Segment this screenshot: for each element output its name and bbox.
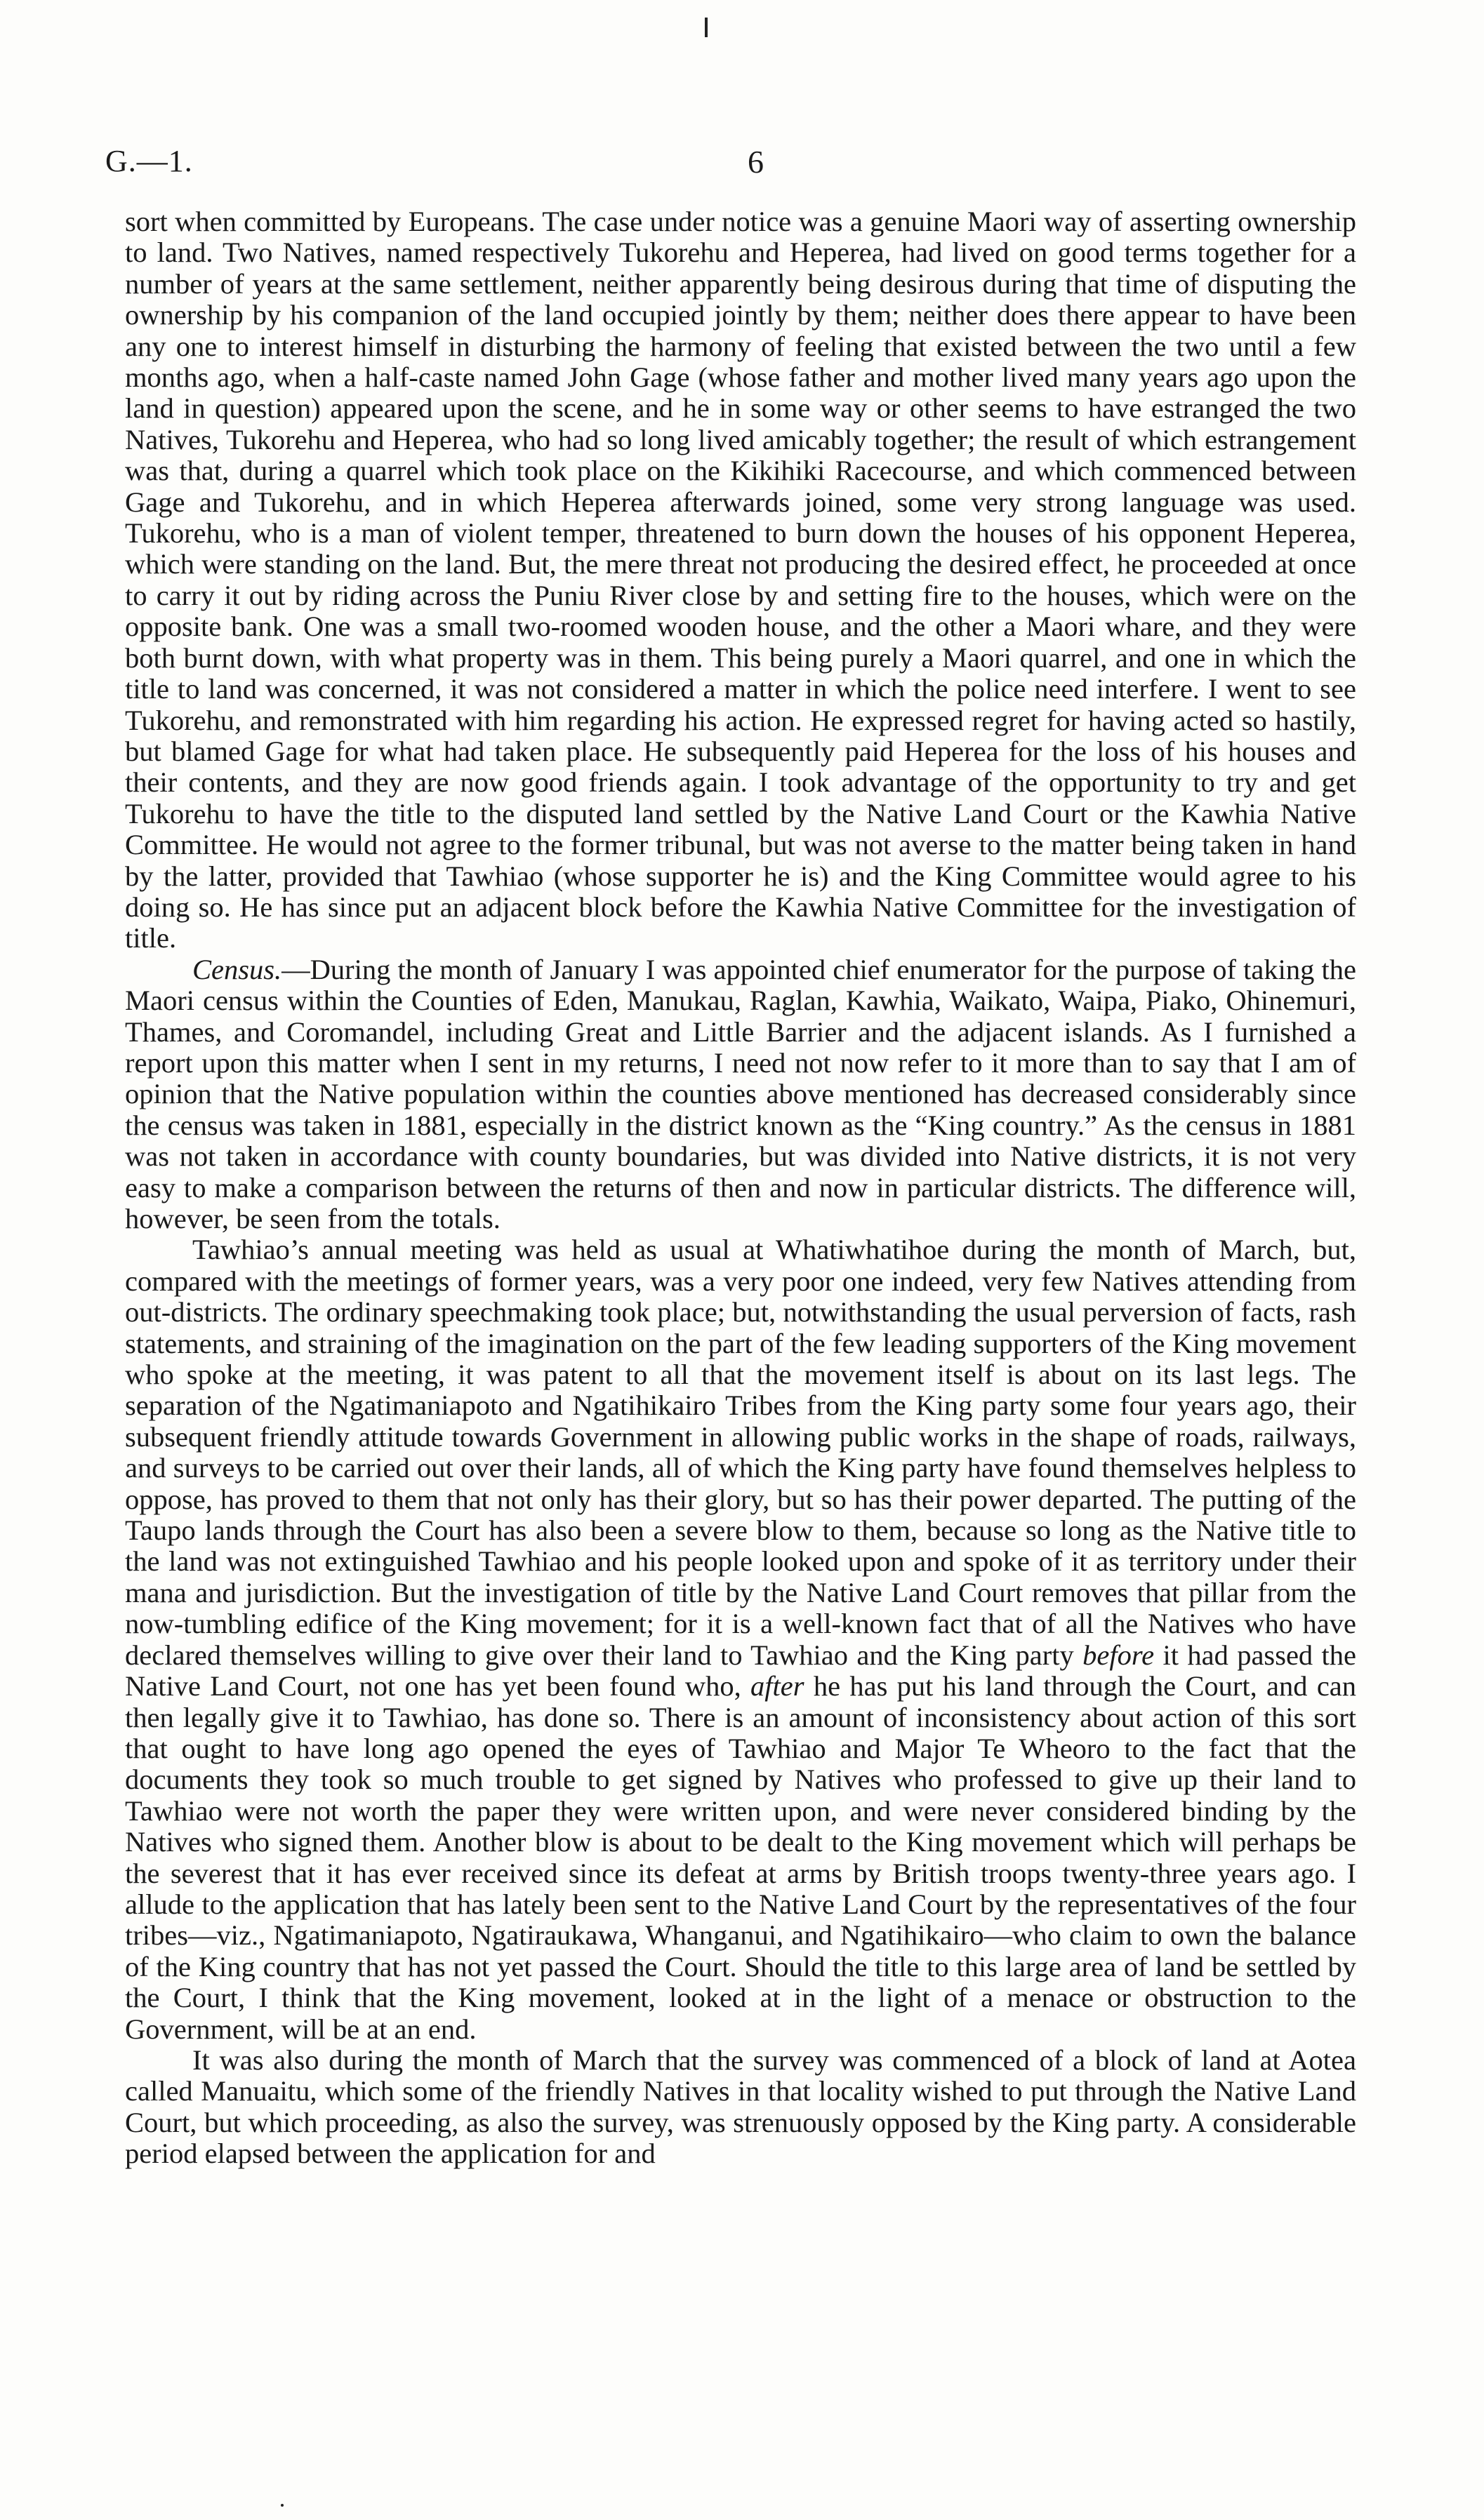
paragraph-continuation: [125, 206, 1356, 954]
paragraph-text: it had passed the Native Land Court, not one has yet been found who,: [125, 1639, 1357, 1702]
print-mark-bottom: [281, 2504, 284, 2507]
paragraph-aotea-survey: [125, 2045, 1356, 2170]
document-id: G.—1.: [105, 144, 193, 178]
paragraph-text: Tawhiao’s annual meeting was held as usual at Whatiwhatihoe during the month of March, but, compared with the meetings of former years, was a very poor one indeed, very few Natives attending from out-districts. The ordinary speechmaking took place; but, notwithstanding the usual perversion of facts, rash statements, and straining of the imagination on the part of the few leading supporters of the King movement who spoke at the meeting, it was patent to all that the movement itself is about on its last legs. The separation of the Ngatimaniapoto and Ngatihikairo Tribes from the King party some four years ago, their subsequent friendly attitude towards Government in allowing public works in the shape of roads, railways, and surveys to be carried out over their lands, all of which the King party have found themselves helpless to oppose, has proved to them that not only has their glory, but so has their power departed. The putting of the Taupo lands through the Court has also been a severe blow to them, because so long as the Native title to the land was not extinguished Tawhiao and his people looked upon and spoke of it as territory under their mana and jurisdiction. But the investigation of title by the Native Land Court removes that pillar from the now-tumbling edifice of the King movement; for it is a well-known fact that of all the Natives who have declared themselves willing to give over their land to Tawhiao and the King party: [125, 1234, 1356, 1671]
page-number: 6: [748, 144, 764, 180]
paragraph-text: sort when committed by Europeans. The case under notice was a genuine Maori way of asserting ownership to land. Two Natives, named respectively Tukorehu and Heperea, had lived on good terms together for a number of years at the same settlement, neither apparently being desirous during that time of disputing the ownership by his companion of the land occupied jointly by them; neither does there appear to have been any one to interest himself in disturbing the harmony of feeling that existed between the two until a few months ago, when a half-caste named John Gage (whose father and mother lived many years ago upon the land in question) appeared upon the scene, and he in some way or other seems to have estranged the two Natives, Tukorehu and Heperea, who had so long lived amicably together; the result of which estrangement was that, during a quarrel which took place on the Kikihiki Racecourse, and which commenced between Gage and Tukorehu, and in which Heperea afterwards joined, some very strong language was used. Tukorehu, who is a man of violent temper, threatened to burn down the houses of his opponent Heperea, which were standing on the land. But, the mere threat not producing the desired effect, he proceeded at once to carry it out by riding across the Puniu River close by and setting fire to the houses, which were on the opposite bank. One was a small two-roomed wooden house, and the other a Maori whare, and they were both burnt down, with what property was in them. This being purely a Maori quarrel, and one in which the title to land was concerned, it was not considered a matter in which the police need interfere. I went to see Tukorehu, and remonstrated with him regarding his action. He expressed regret for having acted so hastily, but blamed Gage for what had taken place. He subsequently paid Heperea for the loss of his houses and their contents, and they are now good friends again. I took advantage of the opportunity to try and get Tukorehu to have the title to the disputed land settled by the Native Land Court or the Kawhia Native Committee. He would not agree to the former tribunal, but was not averse to the matter being taken in hand by the latter, provided that Tawhiao (whose supporter he is) and the King Committee would agree to his doing so. He has since put an adjacent block before the Kawhia Native Committee for the investigation of title.: [125, 206, 1356, 954]
paragraph-text: It was also during the month of March that the survey was commenced of a block of land at Aotea called Manuaitu, which some of the friendly Natives in that locality wished to put through the Native Land Court, but which proceeding, as also the survey, was strenuously opposed by the King party. A considerable period elapsed between the application for and: [125, 2044, 1356, 2170]
paragraph-census: [125, 954, 1356, 1235]
paragraph-text: he has put his land through the Court, and can then legally give it to Tawhiao, has done so. There is an amount of inconsistency about action of this sort that ought to have long ago opened the eyes of Tawhiao and Major Te Wheoro to the fact that the documents they took so much trouble to get signed by Natives who professed to give up their land to Tawhiao were not worth the paper they were written upon, and were never considered binding by the Natives who signed them. Another blow is about to be dealt to the King movement which will perhaps be the severest that it has ever received since its defeat at arms by British troops twenty-three years ago. I allude to the application that has lately been sent to the Native Land Court by the representatives of the four tribes—viz., Ngatimaniapoto, Ngatiraukawa, Whanganui, and Ngatihikairo—who claim to own the balance of the King country that has not yet passed the Court. Should the title to this large area of land be settled by the Court, I think that the King movement, looked at in the light of a menace or obstruction to the Government, will be at an end.: [125, 1670, 1357, 2045]
body-text: [125, 206, 1356, 2170]
print-mark-top: [705, 18, 708, 37]
emphasis-before: before: [1082, 1639, 1155, 1671]
section-lead-census: Census.: [192, 953, 282, 985]
paragraph-annual-meeting: [125, 1234, 1356, 2045]
emphasis-after: after: [750, 1670, 804, 1702]
paragraph-text: —During the month of January I was appointed chief enumerator for the purpose of taking the Maori census within the Counties of Eden, Manukau, Raglan, Kawhia, Waikato, Waipa, Piako, Ohinemuri, Thames, and Coromandel, including Great and Little Barrier and the adjacent islands. As I furnished a report upon this matter when I sent in my returns, I need not now refer to it more than to say that I am of opinion that the Native population within the counties above mentioned has decreased considerably since the census was taken in 1881, especially in the district known as the “King country.” As the census in 1881 was not taken in accordance with county boundaries, but was divided into Native districts, it is not very easy to make a comparison between the returns of then and now in particular districts. The difference will, however, be seen from the totals.: [125, 953, 1356, 1234]
page-header: [105, 143, 1369, 192]
